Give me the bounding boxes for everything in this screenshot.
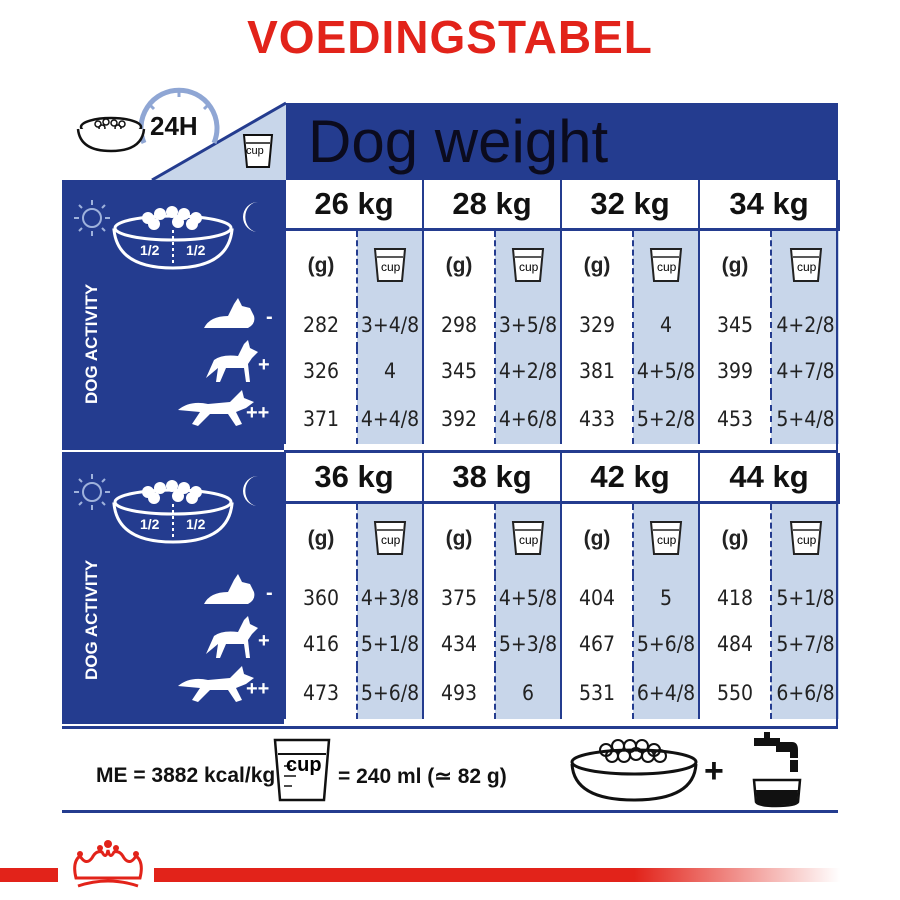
grams-unit: (g): [285, 230, 357, 302]
activity-high-sign: ++: [246, 402, 270, 424]
sun-icon: [72, 472, 112, 512]
cup-unit-icon: [357, 503, 423, 575]
cups-cell: 3+5/8: [495, 302, 561, 348]
weight-header: 32 kg: [561, 180, 699, 230]
feeding-table-2: [284, 453, 840, 719]
grams-unit: (g): [285, 503, 357, 575]
grams-cell: 282: [285, 302, 357, 348]
cups-cell: 4+7/8: [771, 348, 839, 394]
cups-cell: 4+3/8: [357, 575, 423, 621]
cups-cell: 5: [633, 575, 699, 621]
grams-cell: 329: [561, 302, 633, 348]
cup-unit-icon: [357, 230, 423, 302]
footer-cup-label: cup: [286, 754, 322, 776]
svg-text:cup: cup: [657, 532, 677, 547]
grams-unit: (g): [561, 503, 633, 575]
cup-icon: [242, 131, 274, 169]
grams-cell: 434: [423, 621, 495, 667]
activity-medium-sign: +: [258, 630, 270, 652]
cup-unit-icon: [495, 230, 561, 302]
activity-medium-sign: +: [258, 354, 270, 376]
feeding-table-1: [284, 180, 840, 444]
food-bowl-icon: [566, 738, 702, 804]
cups-cell: 5+7/8: [771, 621, 839, 667]
grams-cell: 418: [699, 575, 771, 621]
bowl-half-right: 1/2: [186, 516, 206, 532]
activity-label: DOG ACTIVITY: [82, 559, 101, 680]
crown-logo-icon: [66, 836, 150, 894]
grams-cell: 326: [285, 348, 357, 394]
cups-cell: 6+6/8: [771, 667, 839, 719]
dog-standing-icon: [204, 614, 260, 660]
brand-bar-right: [154, 868, 840, 882]
weight-header: 38 kg: [423, 453, 561, 503]
cups-cell: 4+5/8: [495, 575, 561, 621]
grams-cell: 371: [285, 394, 357, 444]
svg-text:cup: cup: [796, 532, 816, 547]
svg-text:cup: cup: [796, 259, 816, 274]
grams-cell: 416: [285, 621, 357, 667]
svg-text:cup: cup: [381, 259, 401, 274]
cup-unit-icon: [633, 230, 699, 302]
bowl-half-left: 1/2: [140, 242, 160, 258]
grams-unit: (g): [423, 230, 495, 302]
grams-cell: 484: [699, 621, 771, 667]
cup-equivalent: = 240 ml (≃ 82 g): [338, 765, 507, 788]
grams-unit: (g): [699, 230, 771, 302]
grams-cell: 399: [699, 348, 771, 394]
header-corner: [62, 83, 286, 180]
grams-cell: 493: [423, 667, 495, 719]
grams-cell: 345: [423, 348, 495, 394]
cup-unit-icon: [495, 503, 561, 575]
grams-unit: (g): [561, 230, 633, 302]
plus-sign: +: [704, 752, 724, 790]
grams-cell: 473: [285, 667, 357, 719]
grams-cell: 345: [699, 302, 771, 348]
cups-cell: 5+2/8: [633, 394, 699, 444]
split-bowl-icon: [108, 476, 238, 548]
weight-header: 34 kg: [699, 180, 839, 230]
footer-bottom-line: [62, 810, 838, 813]
moon-icon: [240, 200, 268, 234]
activity-low-sign: -: [266, 306, 273, 328]
dog-weight-label: Dog weight: [308, 108, 609, 175]
cups-cell: 4+6/8: [495, 394, 561, 444]
grams-cell: 531: [561, 667, 633, 719]
cups-cell: 4+2/8: [495, 348, 561, 394]
grams-cell: 375: [423, 575, 495, 621]
grams-cell: 360: [285, 575, 357, 621]
weight-header: 42 kg: [561, 453, 699, 503]
dog-lying-icon: [200, 570, 262, 606]
footer-cup-icon: [272, 736, 332, 804]
weight-header: 36 kg: [285, 453, 423, 503]
weight-header: 44 kg: [699, 453, 839, 503]
period-label: 24H: [150, 111, 198, 141]
dog-lying-icon: [200, 294, 262, 330]
weight-header: 26 kg: [285, 180, 423, 230]
cup-unit-icon: [771, 230, 839, 302]
cups-cell: 6+4/8: [633, 667, 699, 719]
grams-unit: (g): [423, 503, 495, 575]
table-right-border: [836, 180, 838, 728]
sun-icon: [72, 198, 112, 238]
cups-cell: 4+2/8: [771, 302, 839, 348]
grams-cell: 381: [561, 348, 633, 394]
cups-cell: 5+4/8: [771, 394, 839, 444]
grams-cell: 392: [423, 394, 495, 444]
svg-text:cup: cup: [381, 532, 401, 547]
footer-top-line: [62, 726, 838, 729]
svg-text:cup: cup: [519, 532, 539, 547]
cups-cell: 5+1/8: [771, 575, 839, 621]
activity-low-sign: -: [266, 582, 273, 604]
cups-cell: 4+5/8: [633, 348, 699, 394]
dog-weight-header: [286, 103, 838, 180]
split-bowl-icon: [108, 202, 238, 274]
activity-high-sign: ++: [246, 678, 270, 700]
bowl-half-left: 1/2: [140, 516, 160, 532]
weight-header: 28 kg: [423, 180, 561, 230]
cups-cell: 5+6/8: [633, 621, 699, 667]
cups-cell: 4: [357, 348, 423, 394]
grams-cell: 433: [561, 394, 633, 444]
page-title: VOEDINGSTABEL: [247, 11, 653, 63]
cups-cell: 4+4/8: [357, 394, 423, 444]
grams-unit: (g): [699, 503, 771, 575]
cups-cell: 4: [633, 302, 699, 348]
grams-cell: 404: [561, 575, 633, 621]
grams-cell: 550: [699, 667, 771, 719]
water-tap-icon: [740, 730, 804, 808]
dog-standing-icon: [204, 338, 260, 384]
svg-text:cup: cup: [657, 259, 677, 274]
cups-cell: 3+4/8: [357, 302, 423, 348]
cups-cell: 5+6/8: [357, 667, 423, 719]
cups-cell: 6: [495, 667, 561, 719]
moon-icon: [240, 474, 268, 508]
grams-cell: 453: [699, 394, 771, 444]
energy-value: ME = 3882 kcal/kg: [96, 764, 276, 787]
cup-unit-icon: [771, 503, 839, 575]
grams-cell: 467: [561, 621, 633, 667]
activity-label: DOG ACTIVITY: [82, 283, 101, 404]
grams-cell: 298: [423, 302, 495, 348]
bowl-half-right: 1/2: [186, 242, 206, 258]
svg-text:cup: cup: [519, 259, 539, 274]
cups-cell: 5+3/8: [495, 621, 561, 667]
cups-cell: 5+1/8: [357, 621, 423, 667]
brand-bar-left: [0, 868, 58, 882]
cup-icon-label: cup: [246, 145, 264, 157]
food-bowl-icon: [72, 111, 150, 161]
cup-unit-icon: [633, 503, 699, 575]
